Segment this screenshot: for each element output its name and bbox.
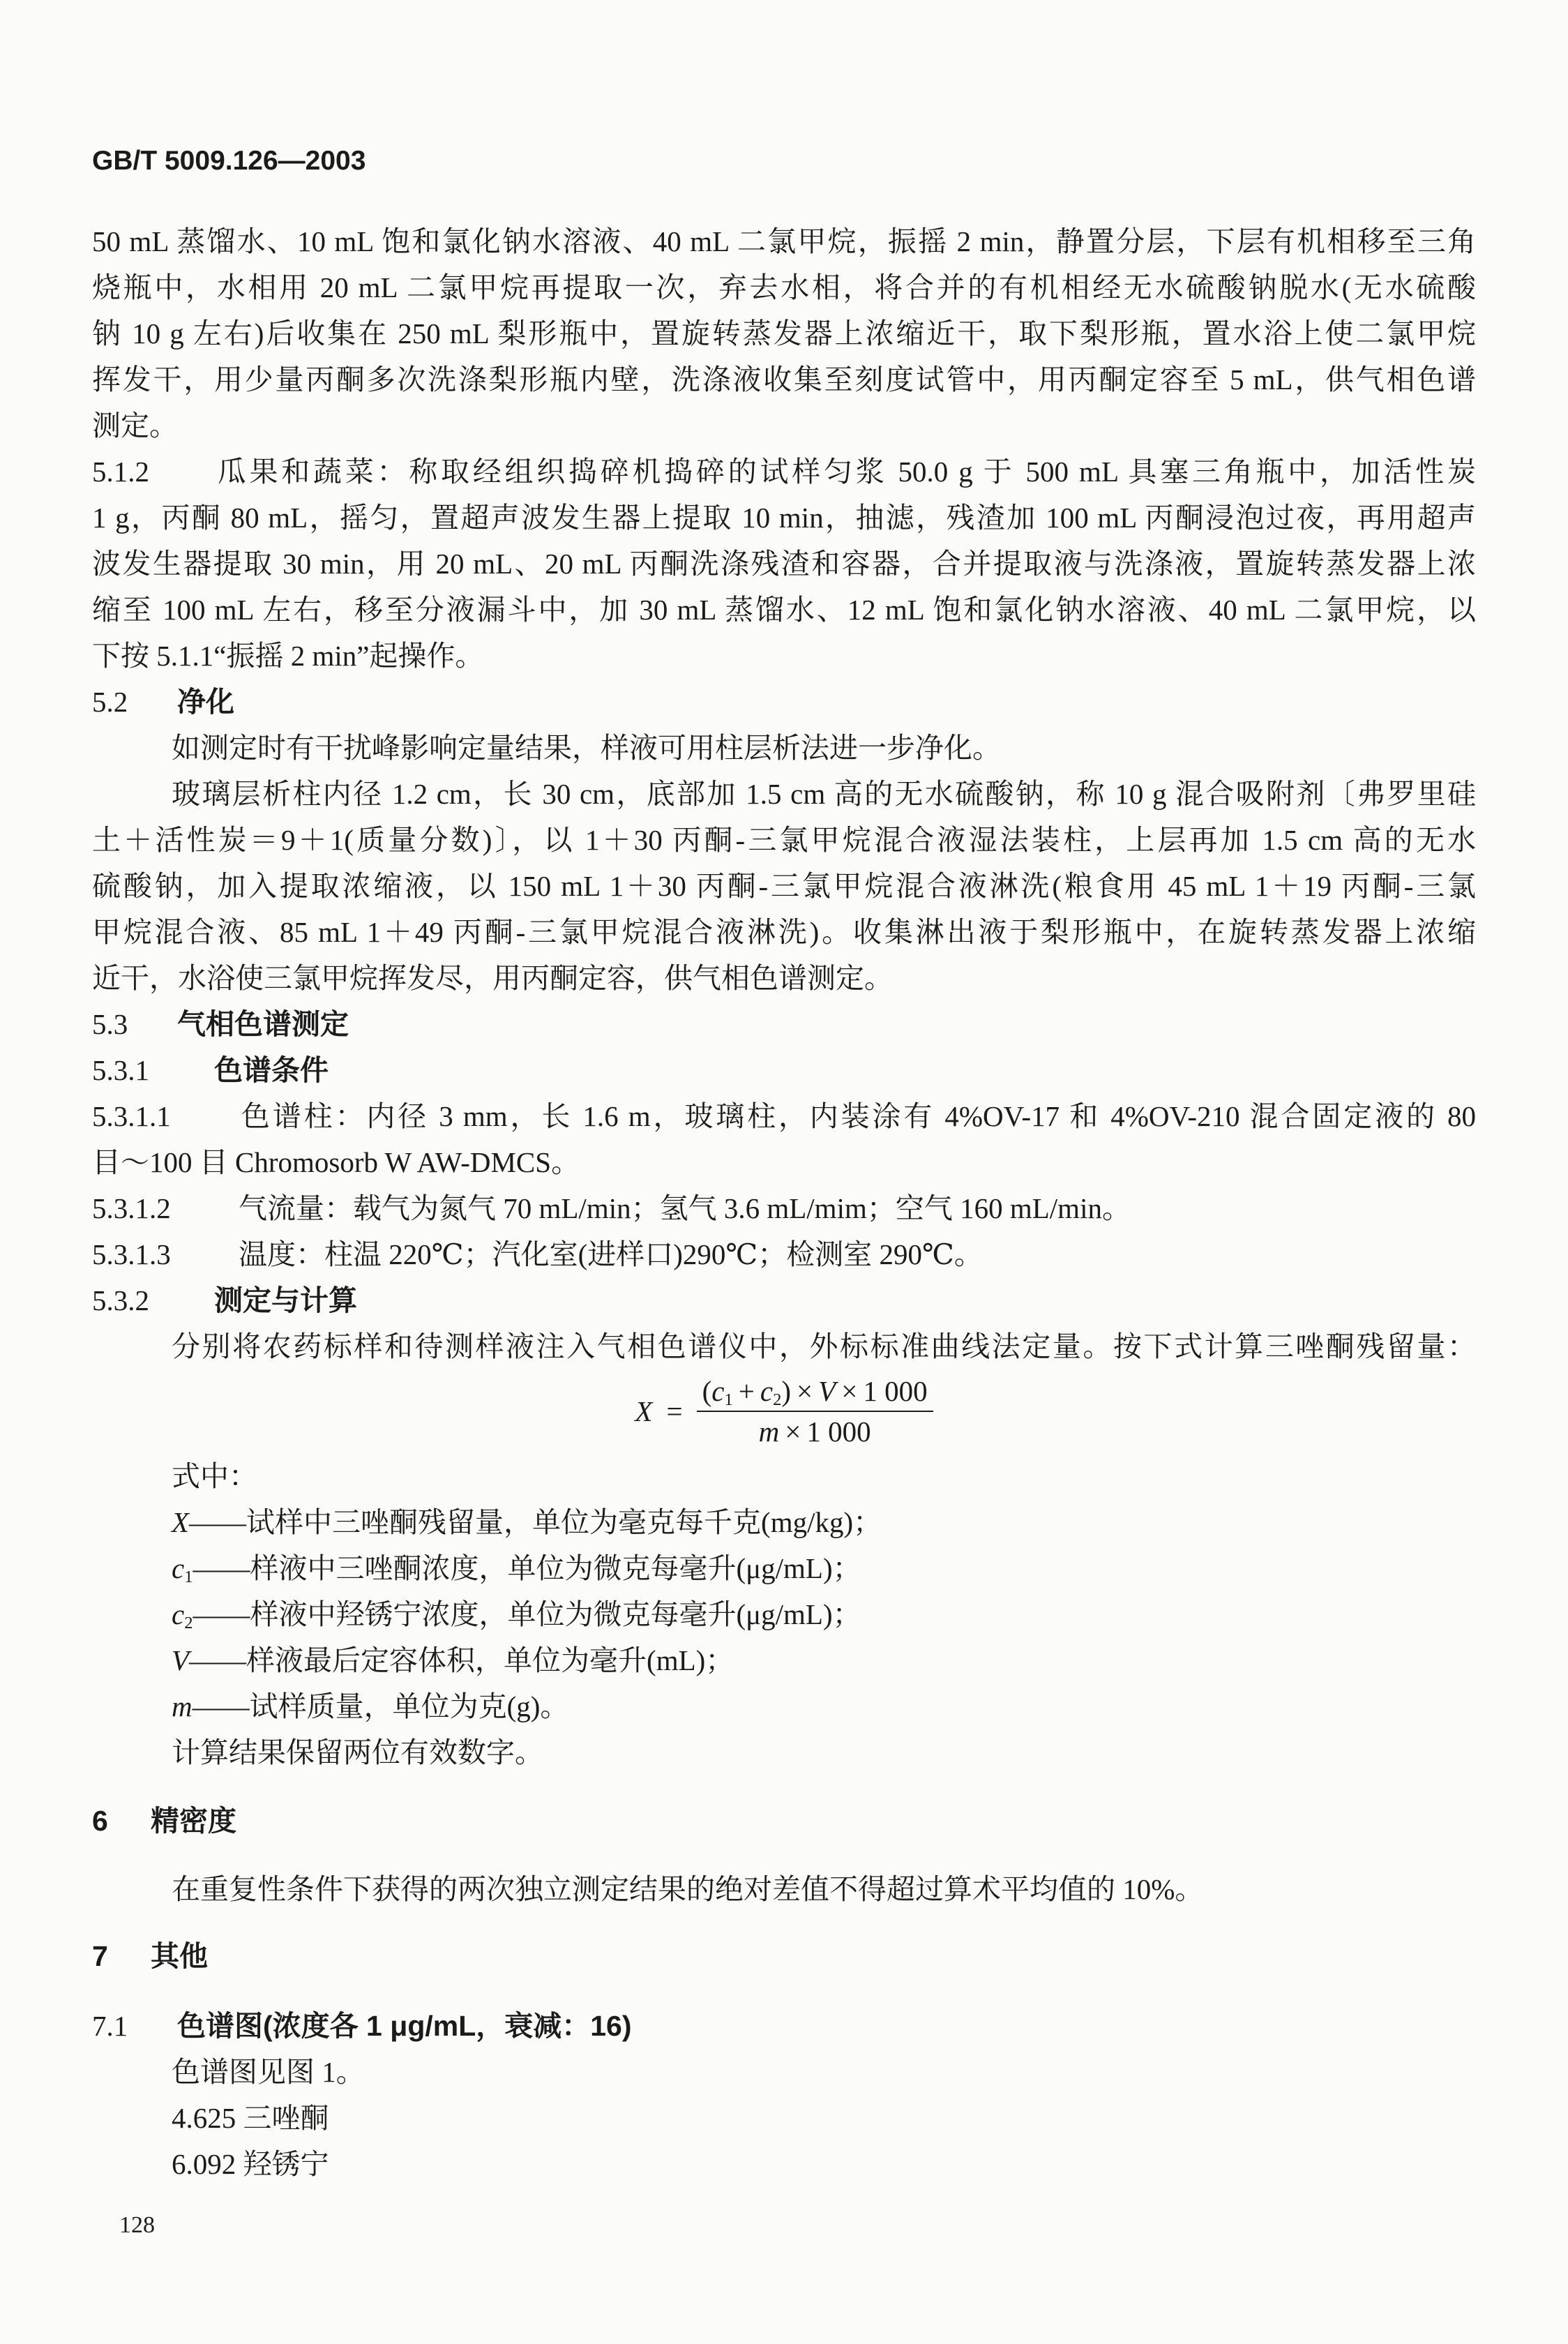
variable-dash: —— — [192, 1690, 250, 1722]
paragraph-line: 甲烷混合液、85 mL 1＋49 丙酮-三氯甲烷混合液淋洗)。收集淋出液于梨形瓶中，在旋转蒸发器上浓缩 — [92, 916, 1476, 948]
variable-dash: —— — [189, 1644, 247, 1676]
residue-formula — [92, 1369, 1476, 1453]
section-heading — [92, 1277, 1476, 1323]
variable-text: 样液最后定容体积，单位为毫升(mL)； — [246, 1644, 734, 1676]
section-5-3-1-3 — [92, 1231, 1476, 1277]
variable-definition-c2 — [92, 1591, 1476, 1637]
paragraph-line: 如测定时有干扰峰影响定量结果，样液可用柱层析法进一步净化。 — [172, 732, 1001, 764]
variable-symbol: c — [172, 1598, 185, 1630]
section-number: 5.3.1.3 — [92, 1238, 171, 1270]
variable-text: 样液中三唑酮浓度，单位为微克每毫升(μg/mL)； — [250, 1552, 861, 1584]
variable-text: 试样中三唑酮残留量，单位为毫克每千克(mg/kg)； — [246, 1506, 882, 1538]
standard-code-header: GB/T 5009.126—2003 — [92, 146, 366, 176]
section-title: 色谱条件 — [214, 1054, 329, 1086]
formula-lhs: X — [635, 1395, 653, 1427]
section-heading — [92, 1798, 1476, 1844]
formula-subscript: 1 — [724, 1390, 733, 1410]
paragraph-line: 测定。 — [92, 410, 178, 442]
paragraph-line: 挥发干，用少量丙酮多次洗涤梨形瓶内壁，洗涤液收集至刻度试管中，用丙酮定容至 5 mL，供气相色谱 — [92, 363, 1476, 396]
formula-fraction — [697, 1374, 933, 1448]
section-number: 7.1 — [92, 2010, 128, 2042]
formula-subscript: 2 — [773, 1390, 782, 1410]
section-number: 5.3.1 — [92, 1054, 149, 1086]
formula-numerator — [697, 1374, 933, 1412]
formula-token: ) — [781, 1375, 792, 1407]
formula-token: m — [758, 1415, 780, 1448]
paragraph-line: 下按 5.1.1“振摇 2 min”起操作。 — [92, 640, 484, 672]
section-heading — [92, 1933, 1476, 1979]
variable-symbol: m — [172, 1690, 193, 1722]
variable-text: 试样质量，单位为克(g)。 — [249, 1690, 569, 1722]
formula-equals: = — [666, 1395, 683, 1427]
section-title: 净化 — [177, 686, 234, 718]
page-number: 128 — [119, 2212, 155, 2238]
formula-token: c — [760, 1375, 774, 1407]
paragraph-line: 玻璃层析柱内径 1.2 cm，长 30 cm，底部加 1.5 cm 高的无水硫酸钠，称 10 g 混合吸附剂〔弗罗里硅 — [172, 778, 1476, 810]
section-number: 5.3.2 — [92, 1284, 149, 1316]
variable-definition-v — [92, 1637, 1476, 1683]
variable-symbol: V — [172, 1644, 190, 1676]
section-number: 7 — [92, 1940, 108, 1972]
formula-token: + — [738, 1375, 755, 1407]
formula-token: 1 000 — [806, 1415, 871, 1448]
paragraph-text: 色谱柱：内径 3 mm，长 1.6 m，玻璃柱，内装涂有 4%OV-17 和 4%OV-210 混合固定液的 80 — [239, 1100, 1476, 1132]
chromatogram-peak: 4.625 三唑酮 — [172, 2102, 329, 2134]
section-number: 6 — [92, 1805, 108, 1837]
variable-definition-m — [92, 1683, 1476, 1729]
section-number: 5.2 — [92, 686, 128, 718]
variable-definitions — [92, 1499, 1476, 1729]
variable-symbol: c — [172, 1552, 185, 1584]
section-number: 5.3.1.1 — [92, 1100, 171, 1132]
rounding-note: 计算结果保留两位有效数字。 — [172, 1736, 543, 1768]
paragraph-line: 50 mL 蒸馏水、10 mL 饱和氯化钠水溶液、40 mL 二氯甲烷，振摇 2 min，静置分层，下层有机相移至三角 — [92, 225, 1476, 257]
variable-dash: —— — [193, 1598, 250, 1630]
paragraph-5-1-1-continuation — [92, 218, 1476, 449]
formula-token: c — [711, 1375, 725, 1407]
where-label: 式中： — [172, 1460, 257, 1492]
chromatogram-peak: 6.092 羟锈宁 — [172, 2148, 329, 2180]
paragraph-line: 色谱图见图 1。 — [172, 2056, 365, 2088]
variable-text: 样液中羟锈宁浓度，单位为微克每毫升(μg/mL)； — [250, 1598, 861, 1630]
section-title: 其他 — [151, 1940, 208, 1972]
paragraph-line: 1 g，丙酮 80 mL，摇匀，置超声波发生器上提取 10 min，抽滤，残渣加 100 mL 丙酮浸泡过夜，再用超声 — [92, 502, 1476, 534]
variable-dash: —— — [193, 1552, 250, 1584]
section-heading — [92, 1047, 1476, 1093]
paragraph-text: 瓜果和蔬菜：称取经组织捣碎机捣碎的试样匀浆 50.0 g 于 500 mL 具塞三角瓶中，加活性炭 — [214, 456, 1476, 488]
formula-token: × — [785, 1415, 801, 1448]
section-5-3-1-2 — [92, 1185, 1476, 1231]
formula-token: × — [841, 1375, 858, 1407]
formula-token: V — [818, 1375, 836, 1407]
section-5-1-2 — [92, 449, 1476, 679]
section-number: 5.1.2 — [92, 456, 149, 488]
formula-token: × — [797, 1375, 813, 1407]
section-title: 精密度 — [151, 1805, 236, 1837]
section-heading — [92, 1001, 1476, 1047]
section-number: 5.3.1.2 — [92, 1192, 171, 1224]
paragraph-line: 波发生器提取 30 min，用 20 mL、20 mL 丙酮洗涤残渣和容器，合并提取液与洗涤液，置旋转蒸发器上浓 — [92, 548, 1476, 580]
paragraph-line: 分别将农药标样和待测样液注入气相色谱仪中，外标标准曲线法定量。按下式计算三唑酮残留量： — [172, 1330, 1476, 1362]
paragraph-line: 在重复性条件下获得的两次独立测定结果的绝对差值不得超过算术平均值的 10%。 — [172, 1873, 1204, 1905]
formula-token: 1 000 — [863, 1375, 928, 1407]
section-5-3-1-1 — [92, 1093, 1476, 1185]
section-heading — [92, 679, 1476, 725]
variable-subscript: 1 — [184, 1568, 193, 1587]
paragraph-text: 气流量：载气为氮气 70 mL/min；氢气 3.6 mL/mim；空气 160 mL/min。 — [239, 1192, 1131, 1224]
paragraph-line — [92, 449, 1476, 495]
section-title: 色谱图(浓度各 1 μg/mL，衰减：16) — [177, 2010, 632, 2042]
variable-symbol: X — [172, 1506, 190, 1538]
paragraph-line — [92, 1093, 1476, 1139]
section-5-2 — [92, 679, 1476, 1001]
paragraph-text: 温度：柱温 220℃；汽化室(进样口)290℃；检测室 290℃。 — [239, 1238, 983, 1270]
section-number: 5.3 — [92, 1008, 128, 1040]
paragraph-line: 硫酸钠，加入提取浓缩液，以 150 mL 1＋30 丙酮-三氯甲烷混合液淋洗(粮食用 45 mL 1＋19 丙酮-三氯 — [92, 870, 1476, 902]
formula-token: ( — [702, 1375, 712, 1407]
variable-definition-c1 — [92, 1545, 1476, 1591]
paragraph-line: 缩至 100 mL 左右，移至分液漏斗中，加 30 mL 蒸馏水、12 mL 饱和氯化钠水溶液、40 mL 二氯甲烷，以 — [92, 594, 1476, 626]
formula-denominator — [759, 1412, 871, 1448]
document-body — [92, 138, 1476, 2248]
section-title: 气相色谱测定 — [177, 1008, 349, 1040]
paragraph-line: 烧瓶中，水相用 20 mL 二氯甲烷再提取一次，弃去水相，将合并的有机相经无水硫酸钠脱水(无水硫酸 — [92, 271, 1476, 303]
section-heading — [92, 2003, 1476, 2049]
paragraph-line: 钠 10 g 左右)后收集在 250 mL 梨形瓶中，置旋转蒸发器上浓缩近干，取下梨形瓶，置水浴上使二氯甲烷 — [92, 317, 1476, 350]
paragraph-line: 土＋活性炭＝9＋1(质量分数)〕，以 1＋30 丙酮-三氯甲烷混合液湿法装柱，上层再加 1.5 cm 高的无水 — [92, 824, 1476, 856]
variable-definition-x — [92, 1499, 1476, 1545]
section-title: 测定与计算 — [214, 1284, 357, 1316]
variable-dash: —— — [189, 1506, 247, 1538]
paragraph-line: 近干，水浴使三氯甲烷挥发尽，用丙酮定容，供气相色谱测定。 — [92, 962, 893, 994]
variable-subscript: 2 — [184, 1614, 193, 1633]
paragraph-line: 目～100 目 Chromosorb W AW-DMCS。 — [92, 1146, 580, 1178]
